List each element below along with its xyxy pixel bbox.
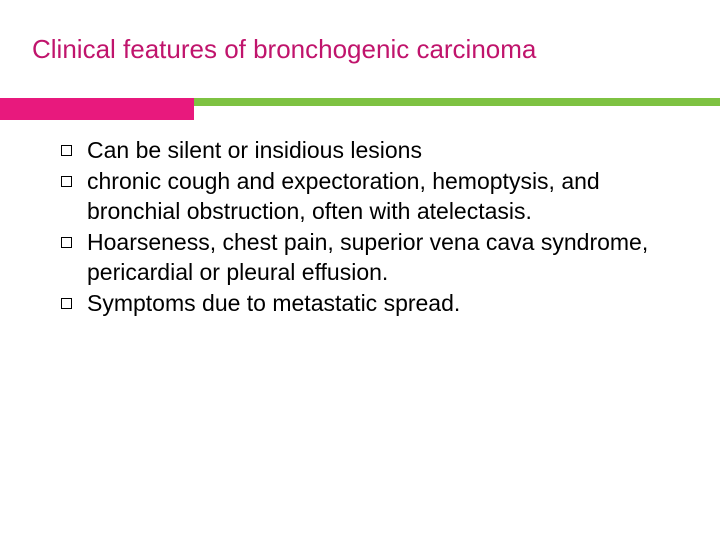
- bullet-item: [60, 288, 680, 319]
- title-underline-green-bar: [194, 98, 720, 106]
- bullet-item: [60, 135, 680, 166]
- hollow-square-bullet-icon: [61, 176, 72, 187]
- slide-title: Clinical features of bronchogenic carcinoma: [32, 34, 537, 64]
- bullet-text: Symptoms due to metastatic spread.: [87, 289, 461, 316]
- hollow-square-bullet-icon: [61, 298, 72, 309]
- hollow-square-bullet-icon: [61, 145, 72, 156]
- hollow-square-bullet-icon: [61, 237, 72, 248]
- bullet-list: [60, 135, 680, 318]
- bullet-item: [60, 227, 680, 288]
- bullet-text: Can be silent or insidious lesions: [87, 137, 422, 163]
- title-underline-pink-bar: [0, 98, 194, 120]
- bullet-text: Hoarseness, chest pain, superior vena cava syndrome, pericardial or pleural effusion.: [87, 228, 649, 286]
- bullet-item: [60, 166, 680, 227]
- bullet-text: chronic cough and expectoration, hemoptysis, and bronchial obstruction, often with atelectasis.: [87, 167, 600, 225]
